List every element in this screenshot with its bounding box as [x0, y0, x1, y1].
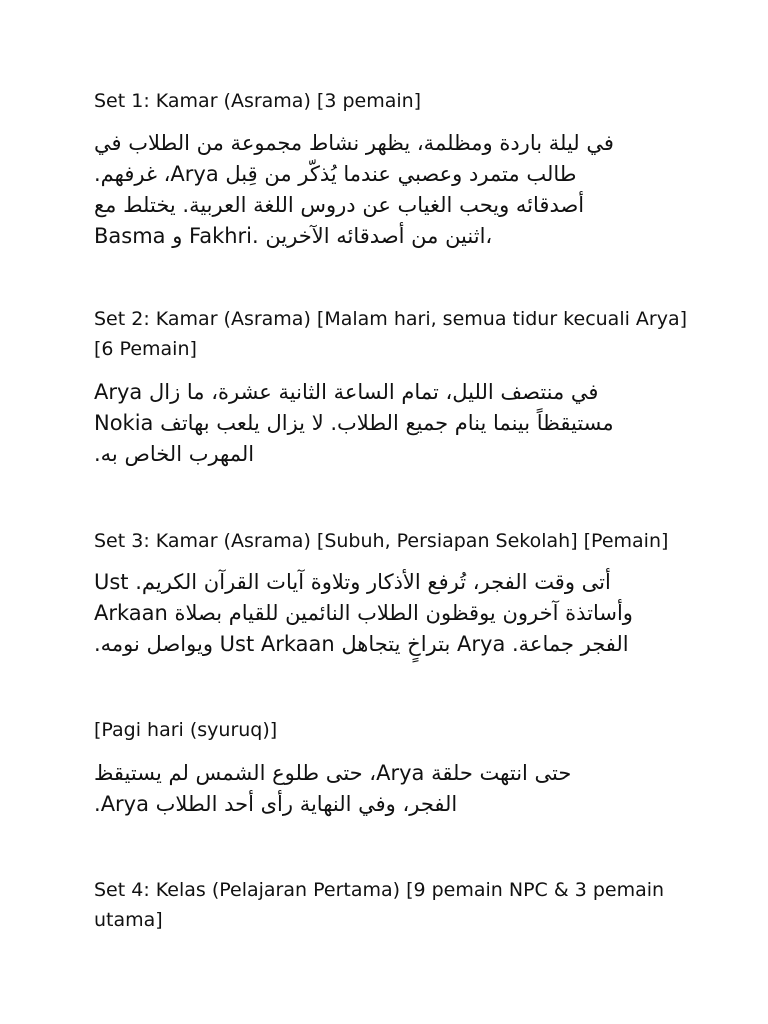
body-line: في منتصف الليل، تمام الساعة الثانية عشرة، ما زال Arya — [94, 380, 599, 404]
body-line: Arkaan وأساتذة آخرون يوقظون الطلاب النائمين للقيام بصلاة — [94, 601, 633, 625]
body-line: المهرب الخاص به. — [94, 442, 255, 466]
section-1-body — [94, 128, 674, 252]
section-3-heading: Set 3: Kamar (Asrama) [Subuh, Persiapan Sekolah] [Pemain] — [94, 530, 669, 552]
body-line: الفجر جماعة. Arya بتراخٍ يتجاهل Ust Arkaan ويواصل نومه. — [94, 632, 629, 656]
section-2-heading: Set 2: Kamar (Asrama) [Malam hari, semua tidur kecuali Arya] [6 Pemain] — [94, 308, 694, 360]
body-line: في ليلة باردة ومظلمة، يظهر نشاط مجموعة من الطلاب في — [94, 131, 614, 155]
body-line: طالب متمرد وعصبي عندما يُذكّر من قِبل Arya، غرفهم. — [94, 162, 577, 186]
section-3-body — [94, 567, 674, 660]
body-line: مستيقظاً بينما ينام جميع الطلاب. لا يزال يلعب بهاتف Nokia — [94, 411, 614, 435]
body-line: الفجر، وفي النهاية رأى أحد الطلاب Arya. — [94, 792, 458, 816]
section-2-body — [94, 377, 674, 470]
body-line: أتى وقت الفجر، تُرفع الأذكار وتلاوة آيات القرآن الكريم. Ust — [94, 570, 611, 594]
body-line: حتى انتهت حلقة Arya، حتى طلوع الشمس لم يستيقظ — [94, 761, 572, 785]
section-1-heading: Set 1: Kamar (Asrama) [3 pemain] — [94, 90, 422, 112]
section-4-body — [94, 758, 674, 820]
body-line: Basma و Fakhri. اثنين من أصدقائه الآخرين، — [94, 224, 493, 248]
section-5-heading: Set 4: Kelas (Pelajaran Pertama) [9 pemain NPC & 3 pemain utama] — [94, 879, 671, 931]
section-4-heading: [Pagi hari (syuruq)] — [94, 719, 278, 741]
body-line: أصدقائه ويحب الغياب عن دروس اللغة العربية. يختلط مع — [94, 193, 585, 217]
